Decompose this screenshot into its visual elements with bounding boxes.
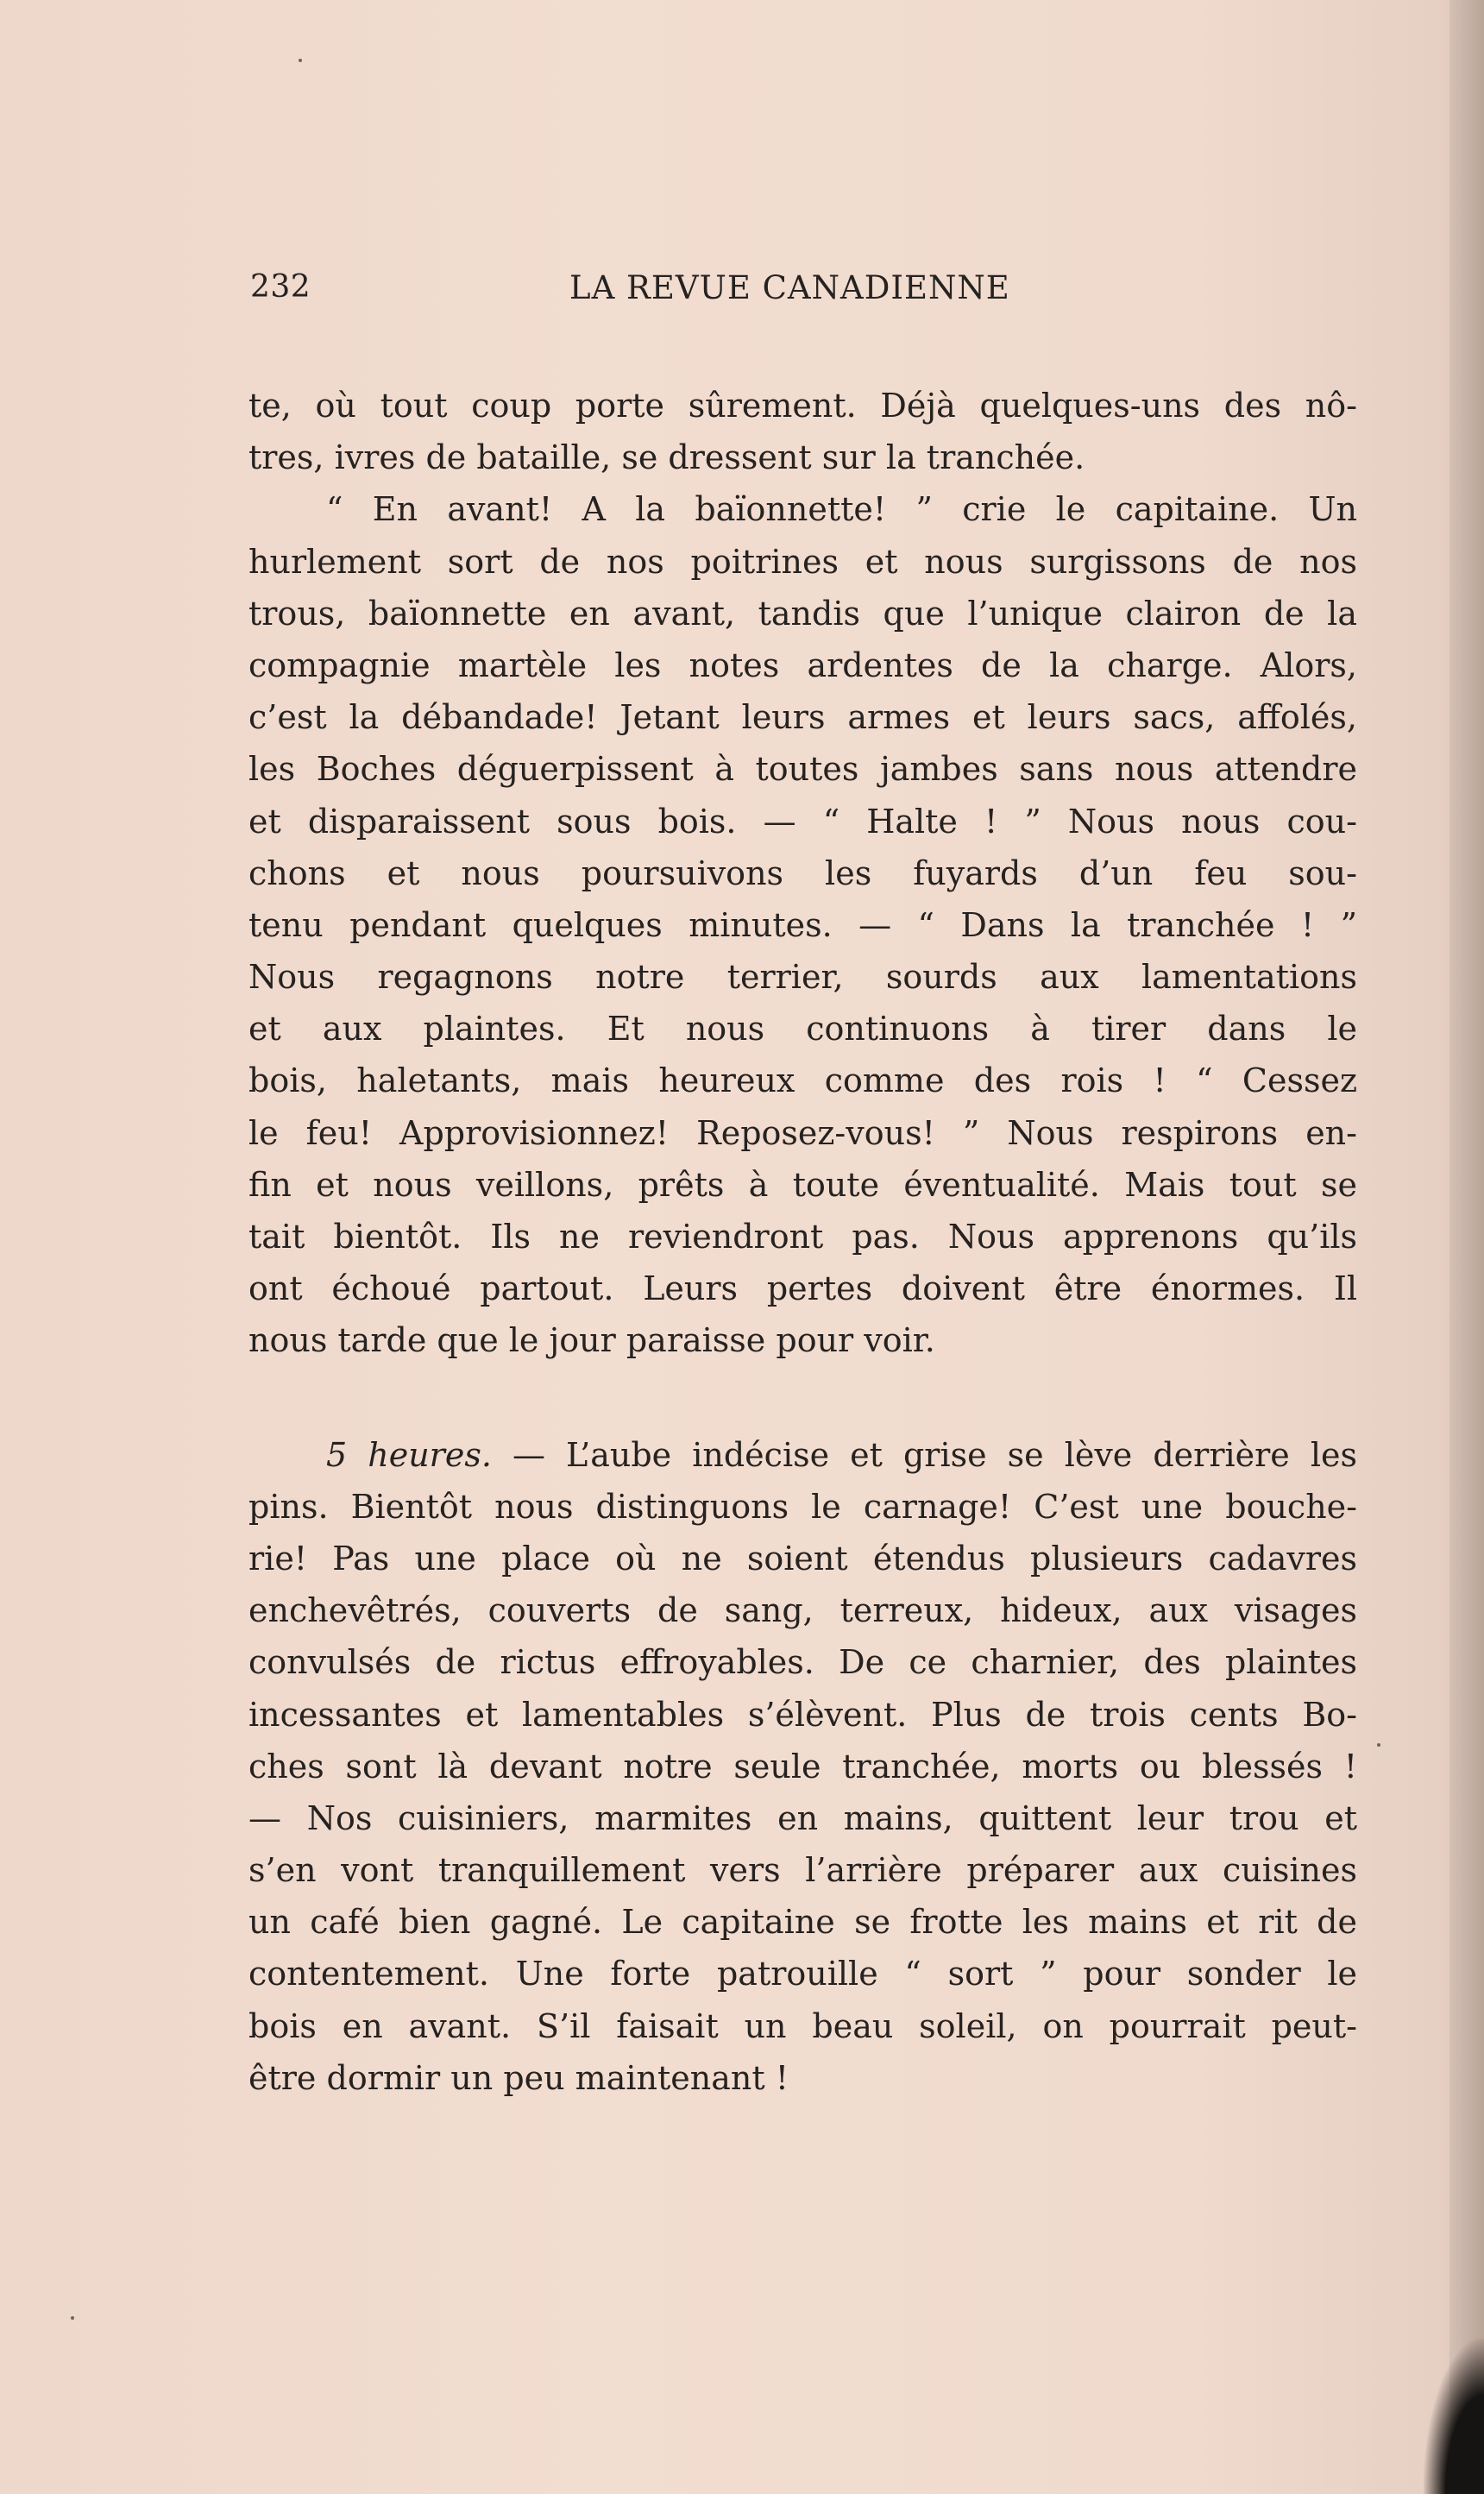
text-line: les Boches déguerpissent à toutes jambes sans nous attendre: [248, 750, 1357, 789]
text-fragment: — L’aube indécise et grise se lève derrière les: [491, 1435, 1357, 1474]
text-line: et disparaissent sous bois. — “ Halte ! ” Nous nous cou-: [248, 802, 1357, 841]
text-line: fin et nous veillons, prêts à toute éventualité. Mais tout se: [248, 1165, 1357, 1204]
text-line: ont échoué partout. Leurs pertes doivent être énormes. Il: [248, 1269, 1357, 1308]
page-edge: [1449, 0, 1484, 2494]
text-line: “ En avant! A la baïonnette! ” crie le capitaine. Un: [326, 490, 1357, 529]
text-line: tenu pendant quelques minutes. — “ Dans la tranchée ! ”: [248, 905, 1357, 944]
text-line: hurlement sort de nos poitrines et nous surgissons de nos: [248, 542, 1357, 581]
paper-speck: [1377, 1743, 1380, 1747]
text-line: te, où tout coup porte sûrement. Déjà quelques-uns des nô-: [248, 387, 1357, 425]
text-line: être dormir un peu maintenant !: [248, 2058, 789, 2097]
text-line: et aux plaintes. Et nous continuons à tirer dans le: [248, 1010, 1357, 1049]
running-title: LA REVUE CANADIENNE: [569, 269, 1010, 306]
text-line: ches sont là devant notre seule tranchée, morts ou blessés !: [248, 1747, 1357, 1785]
text-line: rie! Pas une place où ne soient étendus plusieurs cadavres: [248, 1539, 1357, 1578]
text-line: bois, haletants, mais heureux comme des rois ! “ Cessez: [248, 1061, 1357, 1100]
text-line: trous, baïonnette en avant, tandis que l’unique clairon de la: [248, 594, 1357, 633]
paper-speck: [71, 2316, 74, 2320]
running-head: [250, 269, 1061, 312]
text-line: Nous regagnons notre terrier, sourds aux lamentations: [248, 958, 1357, 997]
text-line: un café bien gagné. Le capitaine se frotte les mains et rit de: [248, 1903, 1357, 1942]
text-line: convulsés de rictus effroyables. De ce charnier, des plaintes: [248, 1643, 1357, 1682]
text-line: tait bientôt. Ils ne reviendront pas. Nous apprenons qu’ils: [248, 1218, 1357, 1256]
text-line: chons et nous poursuivons les fuyards d’un feu sou-: [248, 853, 1357, 892]
text-line: — Nos cuisiniers, marmites en mains, quittent leur trou et: [248, 1798, 1357, 1837]
text-line: contentement. Une forte patrouille “ sort ” pour sonder le: [248, 1955, 1357, 1993]
time-label: 5 heures.: [326, 1435, 492, 1474]
body-text: [248, 380, 1357, 2104]
page-number: 232: [250, 269, 311, 305]
text-line: enchevêtrés, couverts de sang, terreux, hideux, aux visages: [248, 1591, 1357, 1630]
text-line: pins. Bientôt nous distinguons le carnage! C’est une bouche-: [248, 1487, 1357, 1526]
paragraph-gap: [248, 1367, 1357, 1429]
corner-shadow: [1424, 2339, 1484, 2494]
text-line: s’en vont tranquillement vers l’arrière préparer aux cuisines: [248, 1851, 1357, 1890]
text-line: c’est la débandade! Jetant leurs armes et leurs sacs, affolés,: [248, 698, 1357, 737]
text-line: le feu! Approvisionnez! Reposez-vous! ” Nous respirons en-: [248, 1113, 1357, 1152]
text-line: bois en avant. S’il faisait un beau soleil, on pourrait peut-: [248, 2006, 1357, 2045]
text-line: tres, ivres de bataille, se dressent sur la tranchée.: [248, 438, 1085, 477]
text-line: compagnie martèle les notes ardentes de la charge. Alors,: [248, 646, 1357, 684]
text-line: incessantes et lamentables s’élèvent. Plus de trois cents Bo-: [248, 1695, 1357, 1734]
text-line: nous tarde que le jour paraisse pour voir.: [248, 1321, 935, 1360]
paper-speck: [299, 59, 302, 62]
text-line: [248, 1429, 1357, 1481]
